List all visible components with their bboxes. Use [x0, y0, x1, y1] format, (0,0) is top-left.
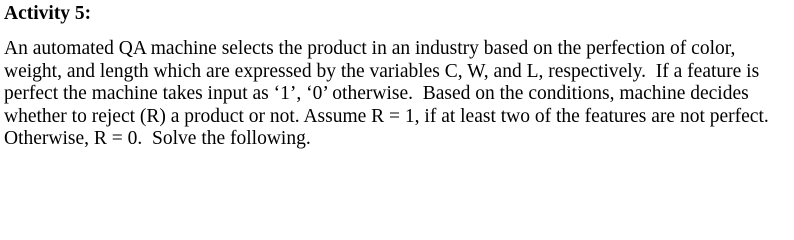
- problem-statement: [4, 38, 792, 151]
- statement-line: perfect the machine takes input as ‘1’, ‘0’ otherwise. Based on the conditions, machine decides: [4, 83, 749, 105]
- activity-document: [4, 3, 792, 151]
- statement-line: whether to reject (R) a product or not. Assume R = 1, if at least two of the features are not perfect.: [4, 105, 769, 127]
- statement-line: weight, and length which are expressed by the variables C, W, and L, respectively. If a feature is: [4, 60, 760, 82]
- statement-line: Otherwise, R = 0. Solve the following.: [4, 128, 311, 150]
- activity-heading: Activity 5:: [4, 3, 92, 24]
- statement-line: An automated QA machine selects the product in an industry based on the perfection of color,: [4, 38, 736, 59]
